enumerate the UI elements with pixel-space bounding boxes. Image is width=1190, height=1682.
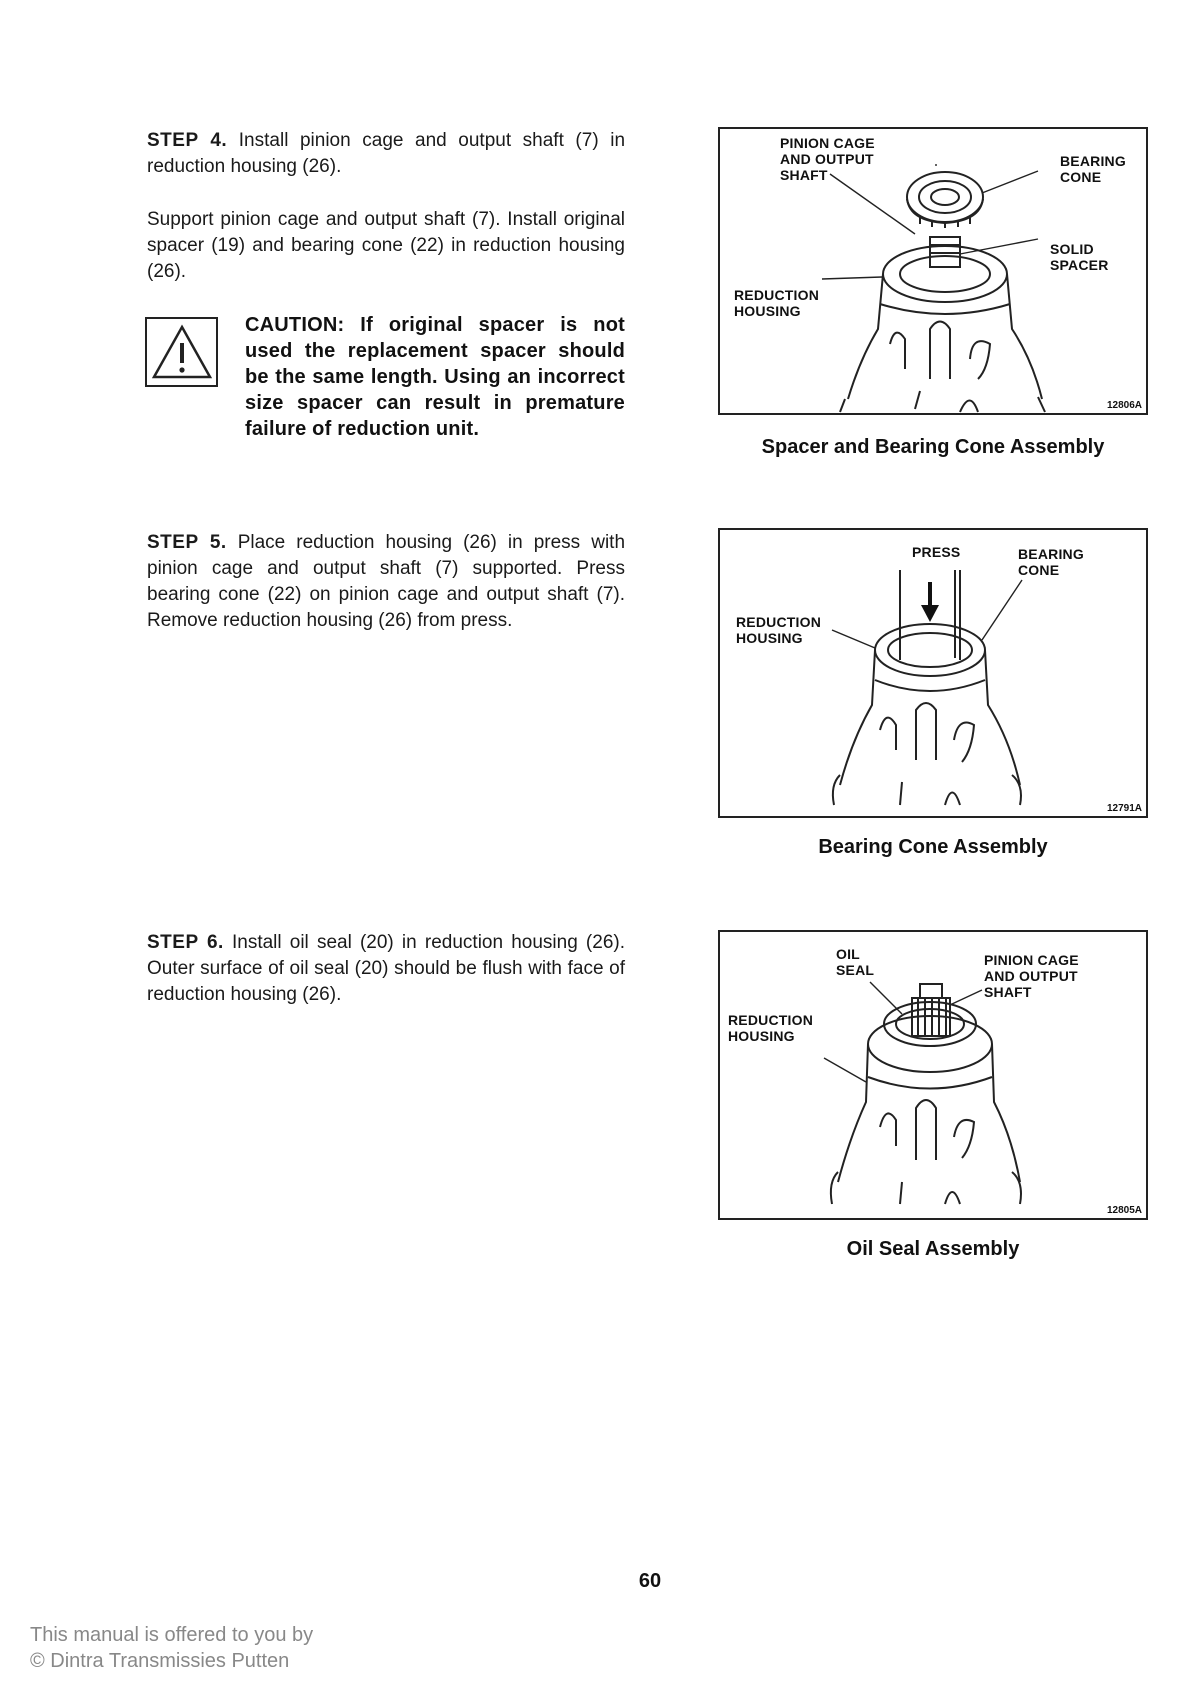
label-reduction-housing: REDUCTION HOUSING <box>736 614 822 646</box>
caution-text: CAUTION: If original spacer is not used the replacement spacer should be the same length. Using an incorrect size spacer can result in premature failure of reduction unit. <box>245 314 625 440</box>
label-press: PRESS <box>912 544 961 560</box>
step-5-text: Place reduction housing (26) in press with pinion cage and output shaft (7) supported. Press bearing cone (22) on pinion cage and output shaft (7). Remove reduction housing (26) from press. <box>147 532 626 631</box>
step-5-paragraph <box>147 530 625 634</box>
figure-number: 12805A <box>1106 1205 1142 1216</box>
footer <box>30 1622 313 1674</box>
caption-oil-seal: Oil Seal Assembly <box>846 1238 1020 1260</box>
step-4-paragraph <box>147 128 625 180</box>
step-6-paragraph <box>147 930 625 1008</box>
figure-number: 12806A <box>1106 400 1142 411</box>
step-6-label: STEP 6. <box>147 932 224 953</box>
caution-icon <box>145 317 218 387</box>
figure-bearing-cone <box>718 528 1148 818</box>
figure-oil-seal <box>718 930 1148 1220</box>
step-6-text: Install oil seal (20) in reduction housing (26). Outer surface of oil seal (20) should be flush with face of reduction housing (26). <box>147 932 626 1005</box>
label-pinion-cage: PINION CAGE AND OUTPUT SHAFT <box>780 135 875 183</box>
label-reduction-housing: REDUCTION HOUSING <box>728 1012 814 1044</box>
label-oil-seal: OIL SEAL <box>836 946 875 978</box>
step-4-label: STEP 4. <box>147 130 228 151</box>
step-4-support-paragraph: Support pinion cage and output shaft (7). Install original spacer (19) and bearing cone (22) in reduction housing (26). <box>147 209 625 282</box>
step-5-label: STEP 5. <box>147 532 227 553</box>
figure-spacer-bearing-cone <box>718 127 1148 415</box>
label-reduction-housing: REDUCTION HOUSING <box>734 287 820 319</box>
caption-spacer-bearing: Spacer and Bearing Cone Assembly <box>761 436 1105 458</box>
step-4-text: Install pinion cage and output shaft (7) in reduction housing (26). <box>147 130 626 177</box>
footer-line-1: This manual is offered to you by <box>30 1624 314 1646</box>
label-solid-spacer: SOLID SPACER <box>1050 241 1109 273</box>
footer-line-2: © Dintra Transmissies Putten <box>30 1650 290 1672</box>
oil-seal-illustration <box>720 932 1146 1218</box>
caption-bearing-cone: Bearing Cone Assembly <box>818 836 1048 858</box>
label-bearing-cone: BEARING CONE <box>1018 546 1084 578</box>
label-pinion-cage: PINION CAGE AND OUTPUT SHAFT <box>984 952 1079 1000</box>
label-bearing-cone: BEARING CONE <box>1060 153 1126 185</box>
page-number: 60 <box>638 1570 662 1592</box>
figure-number: 12791A <box>1106 803 1142 814</box>
